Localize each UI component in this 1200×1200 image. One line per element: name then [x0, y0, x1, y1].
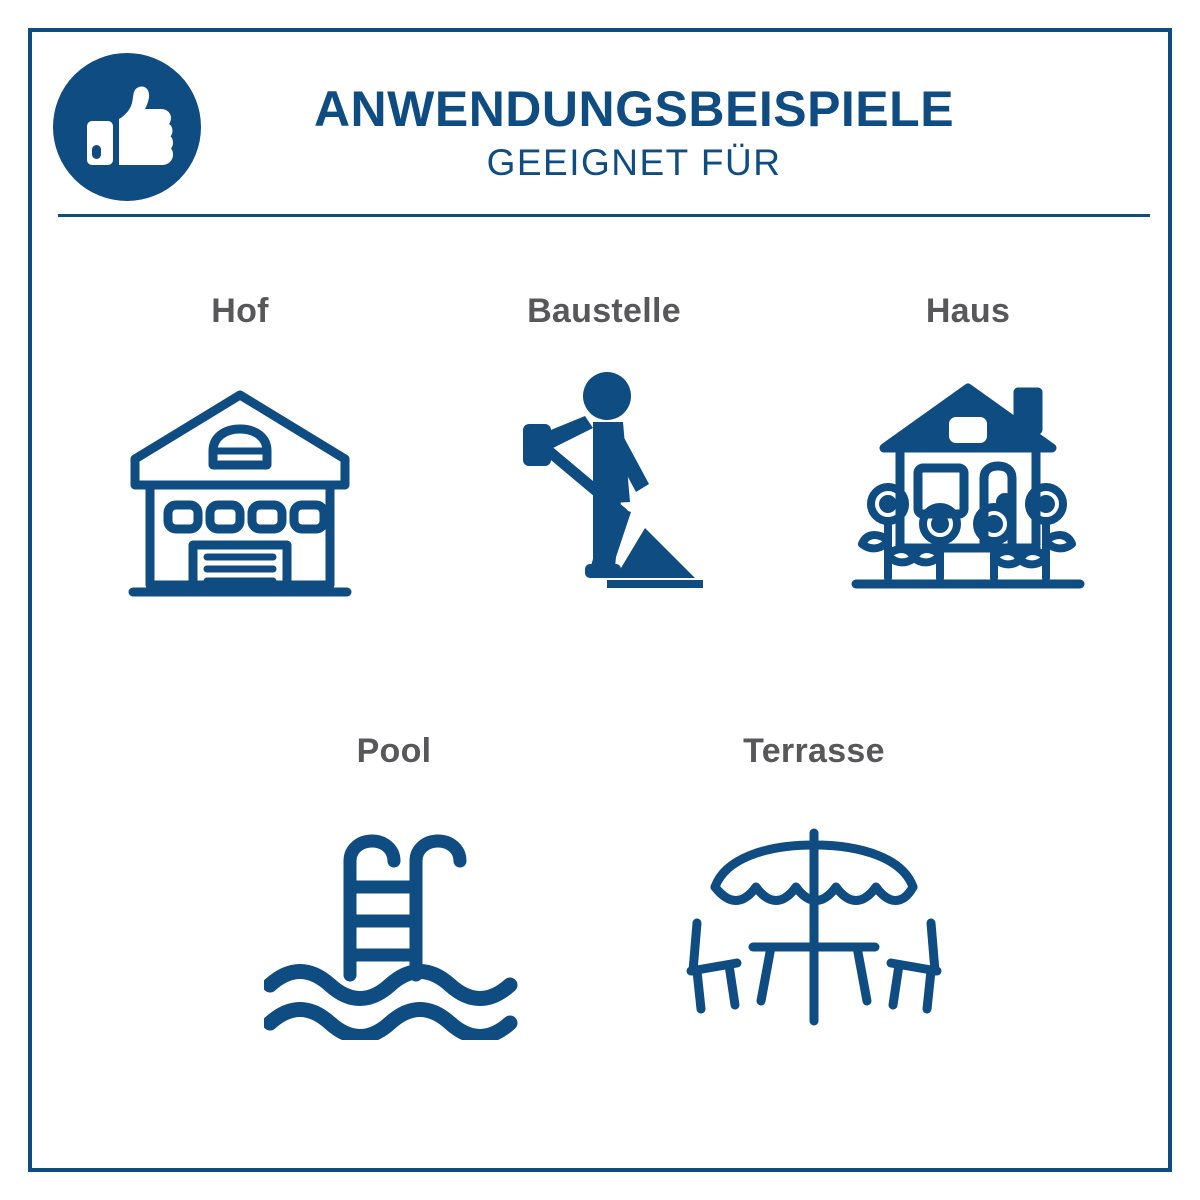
example-label: Terrasse [743, 732, 885, 770]
example-label: Pool [356, 732, 432, 770]
example-label: Baustelle [527, 292, 681, 330]
example-item-baustelle [422, 292, 786, 617]
construction-worker-digging-icon [489, 367, 719, 617]
barn-icon [125, 367, 355, 617]
thumbs-up-badge [48, 48, 206, 206]
example-item-hof [58, 292, 422, 617]
pool-ladder-waves-icon [264, 807, 524, 1057]
thumbs-up-icon [75, 75, 179, 179]
page-title: ANWENDUNGSBEISPIELE [313, 81, 955, 137]
patio-umbrella-table-chairs-icon [679, 807, 949, 1057]
examples-row-1 [58, 292, 1150, 617]
application-examples-panel [28, 28, 1172, 1172]
header-divider [58, 214, 1150, 217]
example-item-haus [786, 292, 1150, 617]
example-label: Haus [925, 292, 1011, 330]
page-subtitle: GEEIGNET FÜR [486, 142, 782, 183]
examples-row-2 [58, 732, 1150, 1057]
house-with-flowers-icon [848, 367, 1088, 617]
example-label: Hof [211, 292, 269, 330]
example-item-terrasse [604, 732, 1024, 1057]
example-item-pool [184, 732, 604, 1057]
